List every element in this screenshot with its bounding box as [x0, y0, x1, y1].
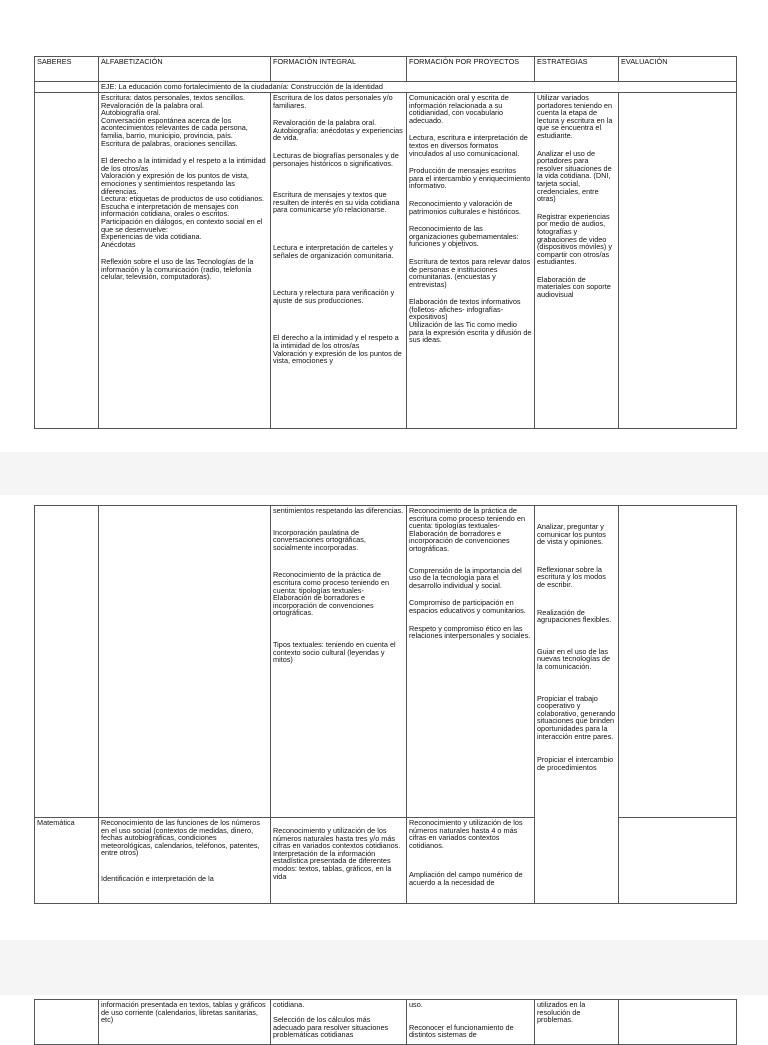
- paragraph: Propiciar el intercambio de procedimientos: [537, 755, 614, 772]
- evaluacion-cell: [619, 818, 737, 904]
- paragraph: Comprensión de la importancia del uso de la tecnología para el desarrollo individual y social.: [409, 565, 522, 590]
- paragraph: Producción de mensajes escritos para el intercambio y enriquecimiento informativo.: [409, 166, 531, 191]
- paragraph: Reconocimiento y utilización de los números naturales hasta 4 o más cifras en variados contextos cotidianos.: [409, 818, 523, 850]
- paragraph: Reconocimiento de la práctica de escritura como proceso teniendo en cuenta: tipologías textuales- Elaboración de borradores e incorporación de convenciones ortográficas.: [409, 506, 526, 553]
- evaluacion-cell: [619, 1000, 737, 1045]
- saberes-matematica: Matemática: [35, 818, 99, 904]
- header-saberes: SABERES: [35, 57, 99, 82]
- paragraph: Lectura e interpretación de carteles y señales de organización comunitaria.: [273, 242, 394, 260]
- paragraph: Propiciar el trabajo cooperativo y colaborativo, generando situaciones que brinden oportunidades para la interacción entre pares.: [537, 693, 616, 741]
- paragraph: Guiar en el uso de las nuevas tecnologías de la comunicación.: [537, 646, 611, 671]
- paragraph: Incorporación paulatina de conversaciones ortográficas, socialmente incorporadas.: [273, 527, 366, 552]
- saberes-cell: [35, 82, 99, 93]
- header-row: [35, 57, 737, 82]
- saberes-cell: [35, 1000, 99, 1045]
- paragraph: Compromiso de participación en espacios educativos y comunitarios.: [409, 598, 526, 615]
- alfabetizacion-cell: [99, 93, 271, 429]
- paragraph: El derecho a la intimidad y el respeto a la intimidad de los otros/as Valoración y expresión de los puntos de vista, emociones y sentimientos respetando las diferencias. Lectura: etiquetas de productos de uso cotidianos. Escucha e interpretación de mensajes con información cotidiana, orales o escritos. Participación en diálogos, en contexto social en el que se desenvuelve: Experiencias de vida cotidiana. Anécdotas: [101, 156, 266, 249]
- paragraph: Reconocimiento de las organizaciones gubernamentales: funciones y objetivos.: [409, 224, 519, 249]
- page-gap: [0, 940, 768, 995]
- header-formacion-integral: FORMACIÓN INTEGRAL: [271, 57, 407, 82]
- paragraph: Elaboración de materiales con soporte audiovisual: [537, 274, 611, 300]
- paragraph: Comunicación oral y escrita de información relacionada a su cotidianidad, con vocabulario adecuado.: [409, 93, 509, 125]
- paragraph: información presentada en textos, tablas y gráficos de uso corriente (calendarios, libretas sanitarias, etc): [101, 1000, 266, 1025]
- eje-title: EJE: La educación como fortalecimiento de la ciudadanía: Construcción de la identidad: [99, 82, 737, 93]
- estrategias-cell: [535, 1000, 619, 1045]
- paragraph: Escritura de textos para relevar datos de personas e instituciones comunitarias. (encuestas y entrevistas): [409, 256, 531, 289]
- saberes-cell: [35, 93, 99, 429]
- document-page-2: [0, 495, 768, 940]
- alfabetizacion-cell: [99, 1000, 271, 1045]
- matematica-row: [35, 818, 737, 904]
- evaluacion-cell: [619, 506, 737, 818]
- paragraph: Escritura: datos personales, textos sencillos. Revaloración de la palabra oral. Autobiografía oral. Conversación espontánea acerca de los acontecimientos relevantes de cada persona, familia, barrio, municipio, provincia, país. Escritura de palabras, oraciones sencillas.: [101, 93, 248, 148]
- paragraph: Reconocimiento y utilización de los números naturales hasta tres y/o más cifras en variados contextos cotidianos. Interpretación de la información estadística presentada de diferentes modos: textos, tablas, gráficos, en la vida: [273, 826, 401, 881]
- paragraph: Tipos textuales: teniendo en cuenta el contexto socio cultural (leyendas y mitos): [273, 639, 396, 665]
- paragraph: El derecho a la intimidad y el respeto a la intimidad de los otros/as Valoración y expresión de los puntos de vista, emociones y: [273, 333, 402, 366]
- paragraph: Reflexión sobre el uso de las Tecnologías de la información y la comunicación (radio, telefonía celular, televisión, computadoras).: [101, 257, 254, 282]
- page-gap: [0, 452, 768, 495]
- paragraph: Reconocimiento y valoración de patrimonios culturales e históricos.: [409, 198, 521, 216]
- paragraph: Reconocimiento de las funciones de los números en el uso social (contextos de medidas, dinero, fechas autobiográficas, condiciones meteorológicas, calendarios, teléfonos, patentes, entre otros): [101, 818, 260, 858]
- formacion-integral-cell: [271, 1000, 407, 1045]
- evaluacion-cell: [619, 93, 737, 429]
- formacion-proyectos-cell: [407, 818, 535, 904]
- paragraph: Registrar experiencias por medio de audios, fotografías y grabaciones de video (dispositivos móviles) y compartir con otros/as estudiantes.: [537, 211, 613, 267]
- document-page-1: [0, 0, 768, 452]
- alfabetizacion-cell: [99, 818, 271, 904]
- formacion-integral-cell: [271, 93, 407, 429]
- paragraph: Escritura de mensajes y textos que resulten de interés en su vida cotidiana para comunicarse y/o relacionarse.: [273, 190, 400, 215]
- formacion-proyectos-cell: [407, 1000, 535, 1045]
- curriculum-table: [34, 56, 737, 429]
- paragraph: Realización de agrupaciones flexibles.: [537, 607, 612, 625]
- formacion-integral-cell: [271, 506, 407, 818]
- header-evaluacion: EVALUACIÓN: [619, 57, 737, 82]
- paragraph: Ampliación del campo numérico de acuerdo a la necesidad de: [409, 870, 523, 887]
- alfabetizacion-cell: [99, 506, 271, 818]
- paragraph: cotidiana. Selección de los cálculos más adecuado para resolver situaciones problemáticas cotidianas: [273, 1000, 389, 1040]
- paragraph: uso. Reconocer el funcionamiento de distintos sistemas de: [409, 1000, 514, 1040]
- paragraph: utilizados en la resolución de problemas.: [537, 1000, 586, 1025]
- paragraph: Elaboración de textos informativos (folletos- afiches- infografías-expositivos) Utilización de las Tic como medio para la expresión escrita y difusión de sus ideas.: [409, 297, 532, 345]
- curriculum-table: [34, 505, 737, 904]
- header-estrategias: ESTRATEGIAS: [535, 57, 619, 82]
- paragraph: Lectura y relectura para verificación y ajuste de sus producciones.: [273, 288, 395, 305]
- paragraph: Lectura, escritura e interpretación de textos en diversos formatos vinculados al uso comunicacional.: [409, 133, 528, 158]
- document-page-3: [0, 995, 768, 1040]
- content-row: [35, 1000, 737, 1045]
- paragraph: Reflexionar sobre la escritura y los modos de escribir.: [537, 564, 606, 589]
- header-formacion-proyectos: FORMACIÓN POR PROYECTOS: [407, 57, 535, 82]
- paragraph: Analizar, preguntar y comunicar los puntos de vista y opiniones.: [537, 522, 606, 547]
- curriculum-table: [34, 999, 737, 1045]
- formacion-integral-cell: [271, 818, 407, 904]
- content-row: [35, 506, 737, 818]
- content-row: [35, 93, 737, 429]
- saberes-cell: [35, 506, 99, 818]
- formacion-proyectos-cell: [407, 93, 535, 429]
- paragraph: Revaloración de la palabra oral. Autobiografía: anécdotas y experiencias de vida.: [273, 118, 403, 143]
- estrategias-cell: [535, 506, 619, 904]
- paragraph: Reconocimiento de la práctica de escritura como proceso teniendo en cuenta: tipologías textuales- Elaboración de borradores e incorporación de convenciones ortográficas.: [273, 570, 390, 618]
- formacion-proyectos-cell: [407, 506, 535, 818]
- paragraph: Escritura de los datos personales y/o familiares.: [273, 93, 393, 110]
- header-alfabetizacion: ALFABETIZACIÓN: [99, 57, 271, 82]
- paragraph: Identificación e interpretación de la: [101, 873, 214, 883]
- paragraph: sentimientos respetando las diferencias.: [273, 506, 404, 515]
- paragraph: Analizar el uso de portadores para resolver situaciones de la vida cotidiana. (DNI, tarjeta social, credenciales, entre otras): [537, 148, 612, 204]
- paragraph: Utilizar variados portadores teniendo en cuenta la etapa de lectura y escritura en la que se encuentra el estudiante.: [537, 93, 613, 140]
- paragraph: Respeto y compromiso ético en las relaciones interpersonales y sociales.: [409, 623, 531, 641]
- eje-row: [35, 82, 737, 93]
- estrategias-cell: [535, 93, 619, 429]
- paragraph: Lecturas de biografías personales y de personajes históricos o significativos.: [273, 150, 399, 168]
